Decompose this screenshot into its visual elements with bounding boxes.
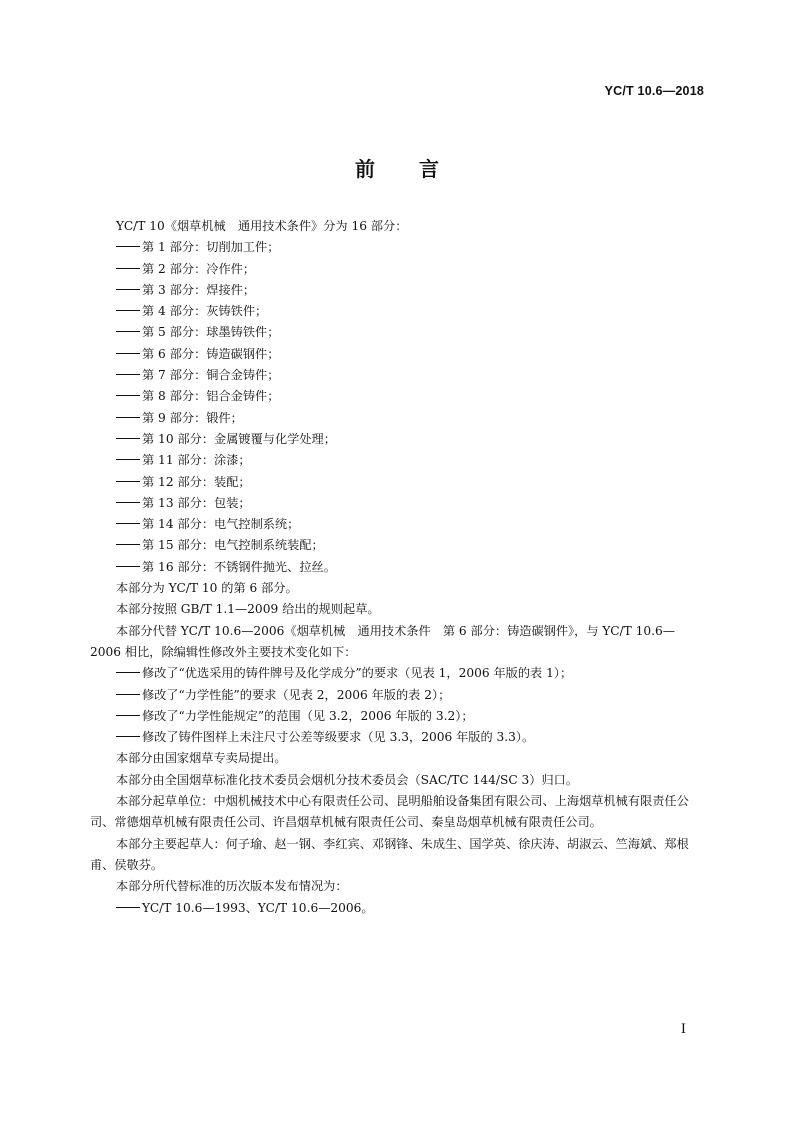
title-char-1: 前 [355,157,375,181]
list-item [90,472,704,493]
dash-mark [116,417,140,418]
dash-mark [116,481,140,482]
dash-mark [116,736,140,737]
list-item-text: 第 11 部分：涂漆； [142,453,251,468]
list-item [90,259,704,280]
list-item-text: 第 7 部分：铜合金铸件； [142,368,280,383]
dash-mark [116,502,140,503]
dash-mark [116,289,140,290]
list-item-text: 第 16 部分：不锈钢件抛光、拉丝。 [142,559,336,574]
dash-mark [116,395,140,396]
dash-mark [116,331,140,332]
list-item [90,322,704,343]
rules-paragraph: 本部分按照 GB/T 1.1—2009 给出的规则起草。 [116,602,380,617]
dash-mark [116,523,140,524]
drafting-units-paragraph: 本部分起草单位：中烟机械技术中心有限责任公司、昆明船舶设备集团有限公司、上海烟草机械有限责任公司、常德烟草机械有限责任公司、许昌烟草机械有限责任公司、秦皇岛烟草机械有限责任公司。 [90,794,689,830]
change-item [90,685,704,706]
list-item [90,557,704,578]
dash-mark [116,694,140,695]
replace-paragraph: 本部分代替 YC/T 10.6—2006《烟草机械 通用技术条件 第 6 部分：铸造碳钢件》，与 YC/T 10.6—2006 相比，除编辑性修改外主要技术变化如下： [90,623,675,659]
list-item-text: 第 13 部分：包装； [142,495,251,510]
list-item-text: 第 9 部分：锻件； [142,410,243,425]
change-item-text: 修改了铸件图样上未注尺寸公差等级要求（见 3.3，2006 年版的 3.3）。 [142,730,535,745]
list-item [90,237,704,258]
list-item-text: 第 8 部分：铝合金铸件； [142,389,280,404]
dash-mark [116,310,140,311]
list-item [90,280,704,301]
page-title [0,153,794,182]
list-item-text: 第 15 部分：电气控制系统装配； [142,538,324,553]
dash-mark [116,907,140,908]
change-item [90,727,704,748]
change-item [90,706,704,727]
list-item-text: 第 14 部分：电气控制系统； [142,517,300,532]
dash-mark [116,438,140,439]
list-item-text: 第 1 部分：切削加工件； [142,240,280,255]
history-paragraph: 本部分所代替标准的历次版本发布情况为： [116,879,348,894]
managed-paragraph: 本部分由全国烟草标准化技术委员会烟机分技术委员会（SAC/TC 144/SC 3）归口。 [116,772,579,787]
list-item [90,535,704,556]
title-char-2: 言 [419,157,439,181]
history-item-text: YC/T 10.6—1993、YC/T 10.6—2006。 [142,900,374,915]
change-item-text: 修改了“力学性能”的要求（见表 2，2006 年版的表 2）； [142,687,451,702]
dash-mark [116,715,140,716]
part-of-paragraph: 本部分为 YC/T 10 的第 6 部分。 [116,581,298,596]
list-item [90,493,704,514]
list-item [90,386,704,407]
list-item-text: 第 12 部分：装配； [142,474,251,489]
dash-mark [116,459,140,460]
page-number: I [680,1022,686,1037]
change-item-text: 修改了“力学性能规定”的范围（见 3.2，2006 年版的 3.2）； [142,708,474,723]
history-item [90,898,704,919]
dash-mark [116,374,140,375]
dash-mark [116,268,140,269]
list-item [90,365,704,386]
intro-paragraph: YC/T 10《烟草机械 通用技术条件》分为 16 部分： [116,219,408,233]
change-item-text: 修改了“优选采用的铸件牌号及化学成分”的要求（见表 1，2006 年版的表 1）； [142,666,573,681]
foreword-body [90,216,704,919]
drafters-paragraph: 本部分主要起草人：何子瑜、赵一钢、李红宾、邓钢锋、朱成生、国学英、徐庆涛、胡淑云、竺海斌、郑根甫、侯敬芬。 [90,836,689,872]
list-item-text: 第 4 部分：灰铸铁件； [142,304,268,319]
list-item-text: 第 5 部分：球墨铸铁件； [142,325,280,340]
list-item [90,408,704,429]
list-item-text: 第 2 部分：冷作件； [142,261,256,276]
proposed-paragraph: 本部分由国家烟草专卖局提出。 [116,751,287,766]
change-item [90,663,704,684]
list-item [90,450,704,471]
list-item [90,344,704,365]
dash-mark [116,566,140,567]
list-item [90,429,704,450]
standard-code: YC/T 10.6—2018 [604,84,704,98]
dash-mark [116,246,140,247]
list-item-text: 第 6 部分：铸造碳钢件； [142,346,280,361]
dash-mark [116,353,140,354]
list-item-text: 第 3 部分：焊接件； [142,282,256,297]
dash-mark [116,672,140,673]
list-item [90,514,704,535]
list-item [90,301,704,322]
list-item-text: 第 10 部分：金属镀覆与化学处理； [142,431,336,446]
dash-mark [116,544,140,545]
